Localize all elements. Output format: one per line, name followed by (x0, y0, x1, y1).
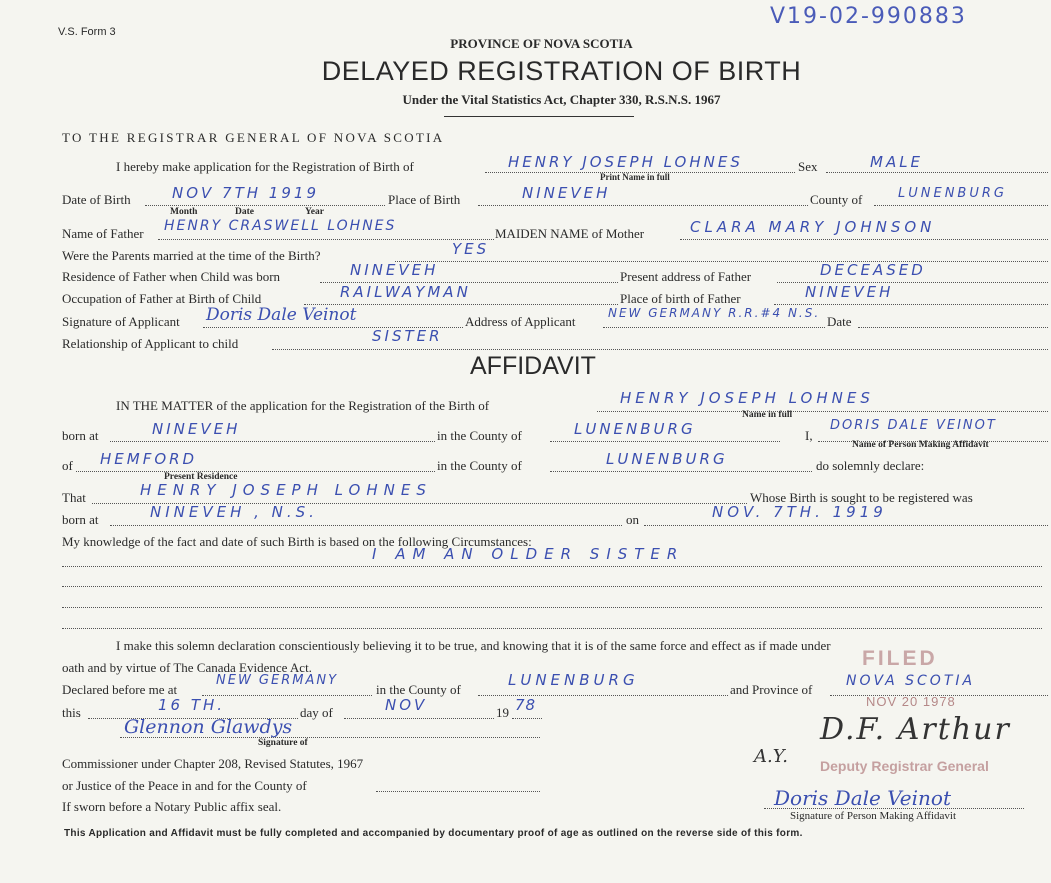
signature-label: Signature of Applicant (62, 314, 180, 329)
applicant-signature: Doris Dale Veinot (206, 305, 357, 325)
mother-line (680, 239, 1048, 240)
of-value: HEMFORD (100, 450, 198, 468)
relationship-label: Relationship of Applicant to child (62, 336, 239, 351)
born-at-value: NINEVEH (152, 420, 241, 438)
commissioner-signature: Glennon Glawdys (124, 716, 293, 738)
in-county2-line (550, 471, 812, 472)
occupation-label: Occupation of Father at Birth of Child (62, 291, 262, 306)
matter-label: IN THE MATTER of the application for the Registration of the Birth of (116, 398, 490, 413)
justice-county-line (376, 791, 540, 792)
year-value: 78 (515, 696, 537, 714)
declaration-text-2: oath and by virtue of The Canada Evidence Act. (62, 660, 312, 675)
county-label: County of (810, 192, 863, 207)
declare-label: do solemnly declare: (816, 458, 925, 473)
declarant-signature-caption: Signature of Person Making Affidavit (790, 810, 956, 822)
dob-label: Date of Birth (62, 192, 131, 207)
name-caption: Print Name in full (600, 172, 670, 182)
mother-value: CLARA MARY JOHNSON (690, 218, 936, 236)
mother-label: MAIDEN NAME of Mother (495, 226, 645, 241)
footer-note: This Application and Affidavit must be fully completed and accompanied by documentary proof of age as outlined on the reverse side of this form. (64, 828, 803, 839)
sex-label: Sex (798, 159, 818, 174)
in-county-value: LUNENBURG (574, 420, 696, 438)
occupation-value: RAILWAYMAN (340, 283, 471, 301)
sex-line (826, 172, 1048, 173)
father-birthplace-line (774, 304, 1048, 305)
born-at2-label: born at (62, 512, 99, 527)
dob-value: NOV 7TH 1919 (172, 184, 319, 202)
address-value: NEW GERMANY R.R.#4 N.S. (608, 306, 821, 320)
of-label: of (62, 458, 73, 473)
name-value: HENRY JOSEPH LOHNES (508, 153, 743, 171)
married-label: Were the Parents married at the time of the Birth? (62, 248, 321, 263)
province-label: and Province of (730, 682, 813, 697)
sex-value: MALE (870, 153, 924, 171)
born-at-label: born at (62, 428, 99, 443)
place-value: NINEVEH (522, 184, 611, 202)
matter-line (597, 411, 1048, 412)
province-heading: PROVINCE OF NOVA SCOTIA (450, 36, 633, 51)
father-value: HENRY CRASWELL LOHNES (164, 218, 397, 234)
residence-caption: Present Residence (164, 472, 238, 482)
county-value: LUNENBURG (898, 186, 1007, 201)
relationship-value: SISTER (372, 327, 443, 345)
declarant-caption: Name of Person Making Affidavit (852, 440, 989, 450)
relationship-line (272, 349, 1048, 350)
declared-at-value: NEW GERMANY (216, 673, 339, 688)
declarant-value: DORIS DALE VEINOT (830, 418, 997, 433)
father-birthplace-label: Place of birth of Father (620, 291, 741, 306)
married-line (395, 261, 1048, 262)
filed-date: NOV 20 1978 (866, 694, 956, 709)
file-number: V19-02-990883 (770, 4, 967, 29)
matter-caption: Name in full (742, 410, 793, 420)
in-the-county-label: in the County of (376, 682, 461, 697)
address-line (603, 327, 825, 328)
circumstance-line-4 (62, 628, 1042, 629)
month-line (344, 718, 494, 719)
signature-of-caption: Signature of (258, 738, 308, 748)
declared-county-value: LUNENBURG (508, 671, 639, 689)
father-line (158, 239, 494, 240)
residence-label: Residence of Father when Child was born (62, 269, 281, 284)
circumstance-line-2 (62, 586, 1042, 587)
married-value: YES (452, 240, 490, 258)
father-birthplace-value: NINEVEH (805, 283, 894, 301)
knowledge-label: My knowledge of the fact and date of such Birth is based on the following Circumstances: (62, 534, 532, 549)
day-of-label: day of (300, 705, 333, 720)
intro-label: I hereby make application for the Registration of Birth of (116, 159, 414, 174)
page-subtitle: Under the Vital Statistics Act, Chapter 330, R.S.N.S. 1967 (402, 92, 721, 107)
on-label: on (626, 512, 639, 527)
this-label: this (62, 705, 81, 720)
place-line (478, 205, 808, 206)
born-at2-value: NINEVEH , N.S. (150, 503, 318, 521)
place-label: Place of Birth (388, 192, 461, 207)
born-at2-line (110, 525, 622, 526)
in-county2-label: in the County of (437, 458, 522, 473)
in-county-line (550, 441, 780, 442)
present-address-label: Present address of Father (620, 269, 752, 284)
day-value: 16 TH. (158, 696, 226, 714)
declarant-signature: Doris Dale Veinot (774, 786, 952, 810)
that-value: HENRY JOSEPH LOHNES (140, 481, 432, 499)
in-county-label: in the County of (437, 428, 522, 443)
form-code: V.S. Form 3 (58, 26, 116, 38)
title-rule (444, 116, 634, 117)
whose-birth-label: Whose Birth is sought to be registered was (750, 490, 973, 505)
of-line (76, 471, 435, 472)
registrar-signature: D.F. Arthur (820, 712, 1011, 747)
i-label: I, (805, 428, 813, 443)
present-address-value: DECEASED (820, 261, 926, 279)
justice-line: or Justice of the Peace in and for the County of (62, 778, 307, 793)
circumstance-line-3 (62, 607, 1042, 608)
dob-line (145, 205, 385, 206)
commissioner-line: Commissioner under Chapter 208, Revised Statutes, 1967 (62, 756, 364, 771)
on-value: NOV. 7TH. 1919 (712, 503, 887, 521)
page-title: DELAYED REGISTRATION OF BIRTH (321, 56, 802, 86)
circumstance-value: I AM AN OLDER SISTER (372, 545, 685, 563)
declaration-text-1: I make this solemn declaration conscientiously believing it to be true, and knowing that it is of the same force and effect as if made under (116, 638, 831, 653)
affidavit-heading: AFFIDAVIT (470, 352, 596, 380)
circumstance-line-1 (62, 566, 1042, 567)
date-line (858, 327, 1048, 328)
year-prefix: 19 (496, 705, 509, 720)
dob-year-caption: Year (305, 207, 324, 217)
to-line: TO THE REGISTRAR GENERAL OF NOVA SCOTIA (62, 130, 445, 145)
registrar-title: Deputy Registrar General (820, 758, 989, 774)
filed-stamp: FILED (862, 647, 938, 670)
that-label: That (62, 490, 86, 505)
dob-month-caption: Month (170, 207, 198, 217)
on-line (644, 525, 1048, 526)
born-at-line (110, 441, 435, 442)
declared-label: Declared before me at (62, 682, 178, 697)
year-line (512, 718, 542, 719)
county-line (874, 205, 1048, 206)
matter-value: HENRY JOSEPH LOHNES (620, 389, 874, 407)
father-label: Name of Father (62, 226, 144, 241)
notary-line: If sworn before a Notary Public affix seal. (62, 799, 282, 814)
address-label: Address of Applicant (465, 314, 576, 329)
registrar-initials: A.Y. (754, 746, 789, 767)
dob-date-caption: Date (235, 207, 254, 217)
month-value: NOV (385, 696, 428, 714)
date-label: Date (827, 314, 852, 329)
in-county2-value: LUNENBURG (606, 450, 728, 468)
residence-value: NINEVEH (350, 261, 439, 279)
declared-at-line (202, 695, 372, 696)
province-value: NOVA SCOTIA (846, 673, 976, 689)
